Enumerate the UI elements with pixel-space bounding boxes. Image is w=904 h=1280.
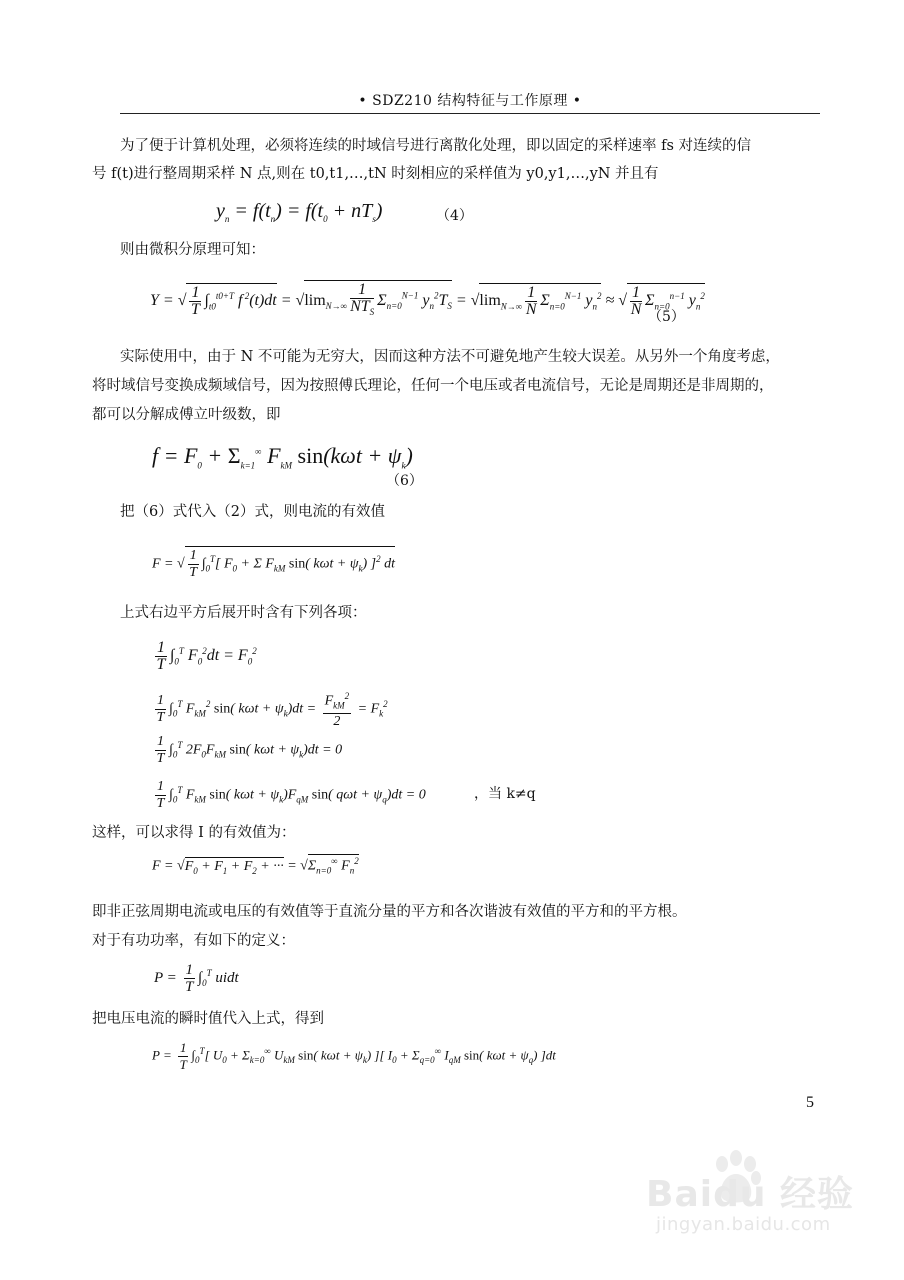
paragraph-line: 将时域信号变换成频域信号，因为按照傅氏理论，任何一个电压或者电流信号，无论是周期还是非周期的，	[92, 378, 774, 394]
equation-rms-current: F = √ $\frac{1}{T}$ $\int_0^T$[ $F_0 + \Sigma$ $F_{kM}$ sin( $k\omega t + \psi_k$) ]$^2$ dt	[152, 548, 396, 580]
equation-power-expanded: P = $\frac{1}{T}$ $\int_0^T$[ $U_0 + \Sigma_{k=0}^\infty$ $U_{kM}$ sin( $k\omega t + \psi_k$) ][ $I_0 + \Sigma_{q=0}^\infty$ $I_{qM}$ sin( $k\omega t + \psi_q$) ]dt	[152, 1040, 556, 1072]
equation-tag: （4）	[436, 208, 473, 224]
equation-tag: （6）	[386, 473, 423, 489]
header-rule	[120, 113, 820, 114]
condition-text: ，当 k≠q	[474, 786, 536, 802]
equation-power: P = $\frac{1}{T}$ $\int_0^T$ uidt	[154, 962, 239, 995]
expansion-term-1: $\frac{1}{T}$ $\int_0^T$ $F_0^2dt = F_0^2$	[156, 639, 257, 673]
watermark-url: jingyan.baidu.com	[656, 1214, 831, 1235]
equation-4: $y_n = f(t_n) = f(t_0 + nT_s)$	[216, 200, 383, 224]
paragraph-line: 为了便于计算机处理，必须将连续的时域信号进行离散化处理，即以固定的采样速率 fs 对连续的信	[120, 138, 752, 154]
equation-tag: （5）	[648, 309, 685, 325]
paragraph-line: 都可以分解成傅立叶级数，即	[92, 407, 281, 423]
expansion-term-2: $\frac{1}{T}$ $\int_0^T$ $F_{kM}^2$ sin( $k\omega t + \psi_k)dt$ = $\frac{F_{kM}^2}{2}$ = $F_k^2$	[152, 688, 388, 730]
paragraph-line: 把电压电流的瞬时值代入上式，得到	[92, 1011, 324, 1027]
watermark-brand: Baidu 经验	[646, 1174, 855, 1215]
paragraph-line: 这样，可以求得 I 的有效值为：	[92, 825, 296, 841]
equation-rms-sum: $F = √F_0 + F_1 + F_2$ + ··· = $√\Sigma_{n=0}^\infty$ $F_n^2$	[152, 856, 359, 876]
equation-6: $f = F_0 + \Sigma_{k=1}^\infty$ $F_{kM}$ $\sin(k\omega t + \psi_k)$	[152, 443, 413, 471]
equation-5: Y = √ $\frac{1}{T}$ $\int_{t0}^{t0+T}$ f $^2(t)dt = √\lim_{N\to\infty}$ $\frac{1}{NT_S}$ $\Sigma_{n=0}^{N-1}$ $y_n^2T_S = √\lim_{N\to\infty}$ $\frac{1}{N}$ $\Sigma_{n=0}^{N-1}$ $y_n^2$ ≈ √ $\frac{1}{N}$ $\Sigma_{n=0}^{n-1}$ $y_n^2$	[150, 280, 705, 320]
expansion-term-3: $\frac{1}{T}$ $\int_0^T$ $2F_0F_{kM}$ sin( $k\omega t + \psi_k)dt = 0$	[156, 734, 343, 766]
paragraph-line: 实际使用中，由于 N 不可能为无穷大，因而这种方法不可避免地产生较大误差。从另外一个角度考虑，	[120, 349, 780, 365]
page-number: 5	[806, 1094, 814, 1111]
paragraph-line: 对于有功功率，有如下的定义：	[92, 933, 295, 949]
paragraph-line: 把（6）式代入（2）式，则电流的有效值	[120, 504, 385, 520]
expansion-term-4: $\frac{1}{T}$ $\int_0^T$ $F_{kM}$ sin( $k\omega t + \psi_k)F_{qM}$ sin( $q\omega t + \psi_q)dt = 0$	[156, 779, 426, 811]
paragraph-line: 则由微积分原理可知：	[120, 242, 265, 258]
page-header: • SDZ210 结构特征与工作原理 •	[358, 93, 582, 109]
paragraph-line: 上式右边平方后展开时含有下列各项：	[120, 605, 367, 621]
paragraph-line: 即非正弦周期电流或电压的有效值等于直流分量的平方和各次谐波有效值的平方和的平方根。	[92, 904, 687, 920]
paragraph-line: 号 f(t)进行整周期采样 N 点,则在 t0,t1,…,tN 时刻相应的采样值为 y0,y1,…,yN 并且有	[92, 166, 659, 182]
